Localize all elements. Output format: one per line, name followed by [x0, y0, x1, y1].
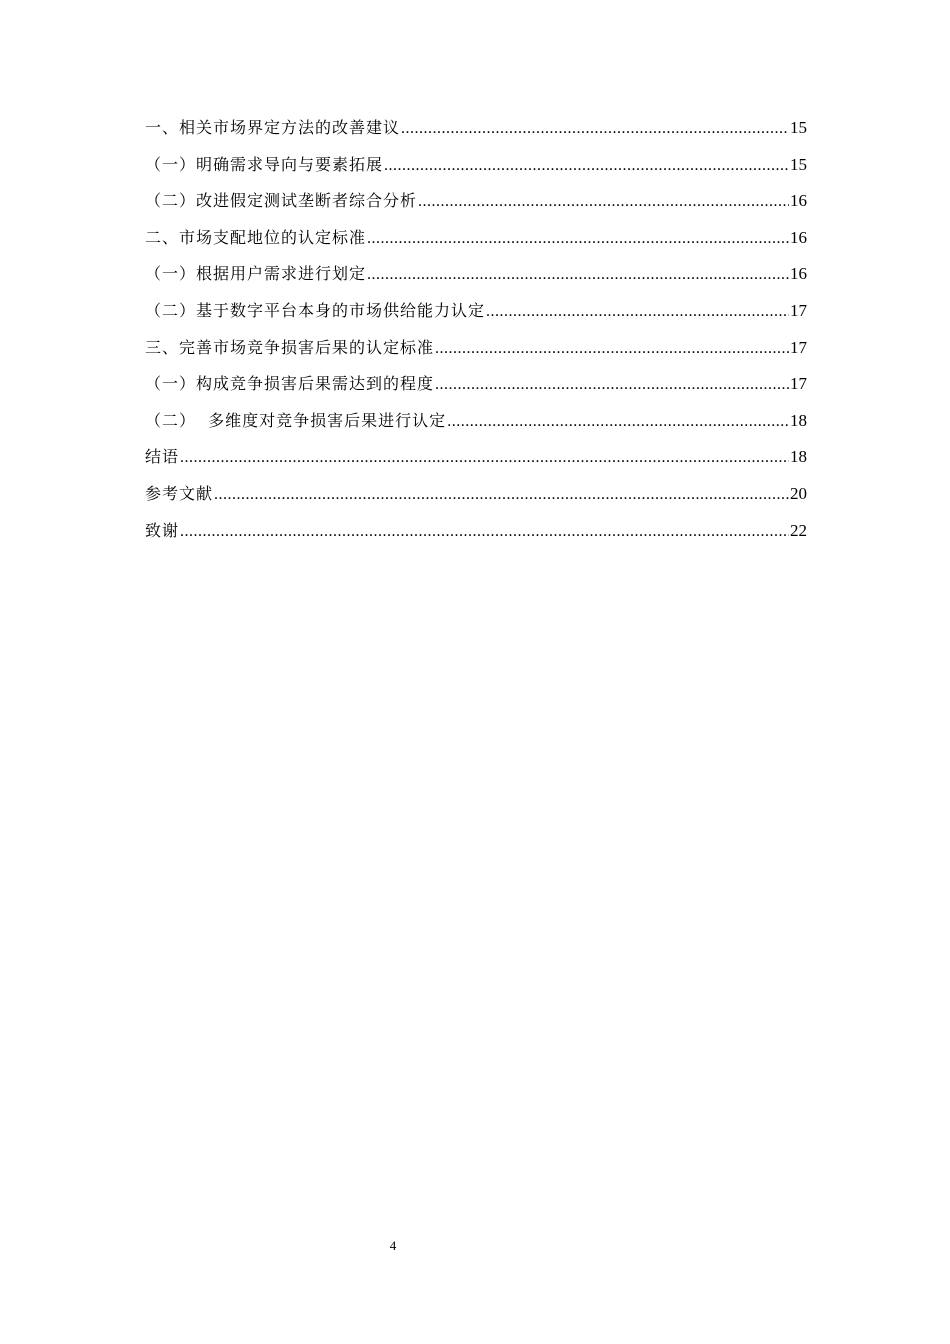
toc-entry[interactable] [145, 262, 807, 299]
toc-entry[interactable] [145, 226, 807, 263]
toc-dot-leader [384, 154, 789, 178]
toc-entry-title: 一、相关市场界定方法的改善建议 [145, 118, 401, 137]
toc-dot-leader [367, 263, 789, 287]
toc-entry-page: 16 [790, 264, 807, 284]
toc-entry-page: 18 [790, 410, 807, 430]
toc-dot-leader [367, 227, 789, 251]
toc-entry-title: 结语 [145, 447, 180, 467]
toc-dot-leader [401, 117, 789, 141]
toc-entry-page: 15 [790, 154, 807, 174]
toc-entry-title: 参考文献 [145, 483, 214, 503]
toc-entry-page: 20 [790, 483, 807, 503]
toc-dot-leader [180, 520, 789, 544]
toc-dot-leader [418, 190, 789, 214]
page-number: 4 [389, 1238, 397, 1253]
toc-entry-title: 二、市场支配地位的认定标准 [145, 227, 367, 247]
toc-entry-page: 18 [790, 447, 807, 467]
toc-entry[interactable] [145, 519, 807, 556]
toc-entry[interactable] [145, 409, 807, 446]
toc-entry-title: （一）构成竞争损害后果需达到的程度 [145, 374, 435, 394]
toc-entry[interactable] [145, 482, 807, 519]
table-of-contents [145, 116, 807, 555]
toc-entry-page: 22 [790, 520, 807, 540]
toc-entry-title: （二）基于数字平台本身的市场供给能力认定 [145, 300, 486, 320]
toc-entry[interactable] [145, 336, 807, 373]
toc-entry-page: 17 [790, 337, 807, 357]
toc-dot-leader [447, 410, 789, 434]
toc-entry-page: 17 [790, 374, 807, 394]
toc-entry[interactable] [145, 445, 807, 482]
toc-entry[interactable] [145, 116, 807, 153]
toc-entry-title: （二） 多维度对竞争损害后果进行认定 [145, 410, 447, 430]
toc-entry[interactable] [145, 299, 807, 336]
toc-entry-page: 17 [790, 300, 807, 320]
toc-entry-title: 致谢 [145, 520, 180, 540]
toc-entry-page: 16 [790, 191, 807, 211]
toc-entry-page: 16 [790, 227, 807, 247]
toc-dot-leader [214, 483, 789, 507]
toc-entry-title: 三、完善市场竞争损害后果的认定标准 [145, 337, 435, 357]
toc-entry[interactable] [145, 189, 807, 226]
toc-dot-leader [486, 300, 789, 324]
toc-entry[interactable] [145, 372, 807, 409]
toc-entry-title: （一）根据用户需求进行划定 [145, 264, 367, 284]
toc-entry[interactable] [145, 153, 807, 190]
toc-entry-title: （一）明确需求导向与要素拓展 [145, 154, 384, 174]
toc-entry-page: 15 [790, 118, 807, 137]
toc-dot-leader [435, 337, 789, 361]
toc-entry-title: （二）改进假定测试垄断者综合分析 [145, 191, 418, 211]
toc-dot-leader [435, 373, 789, 397]
toc-dot-leader [180, 446, 789, 470]
